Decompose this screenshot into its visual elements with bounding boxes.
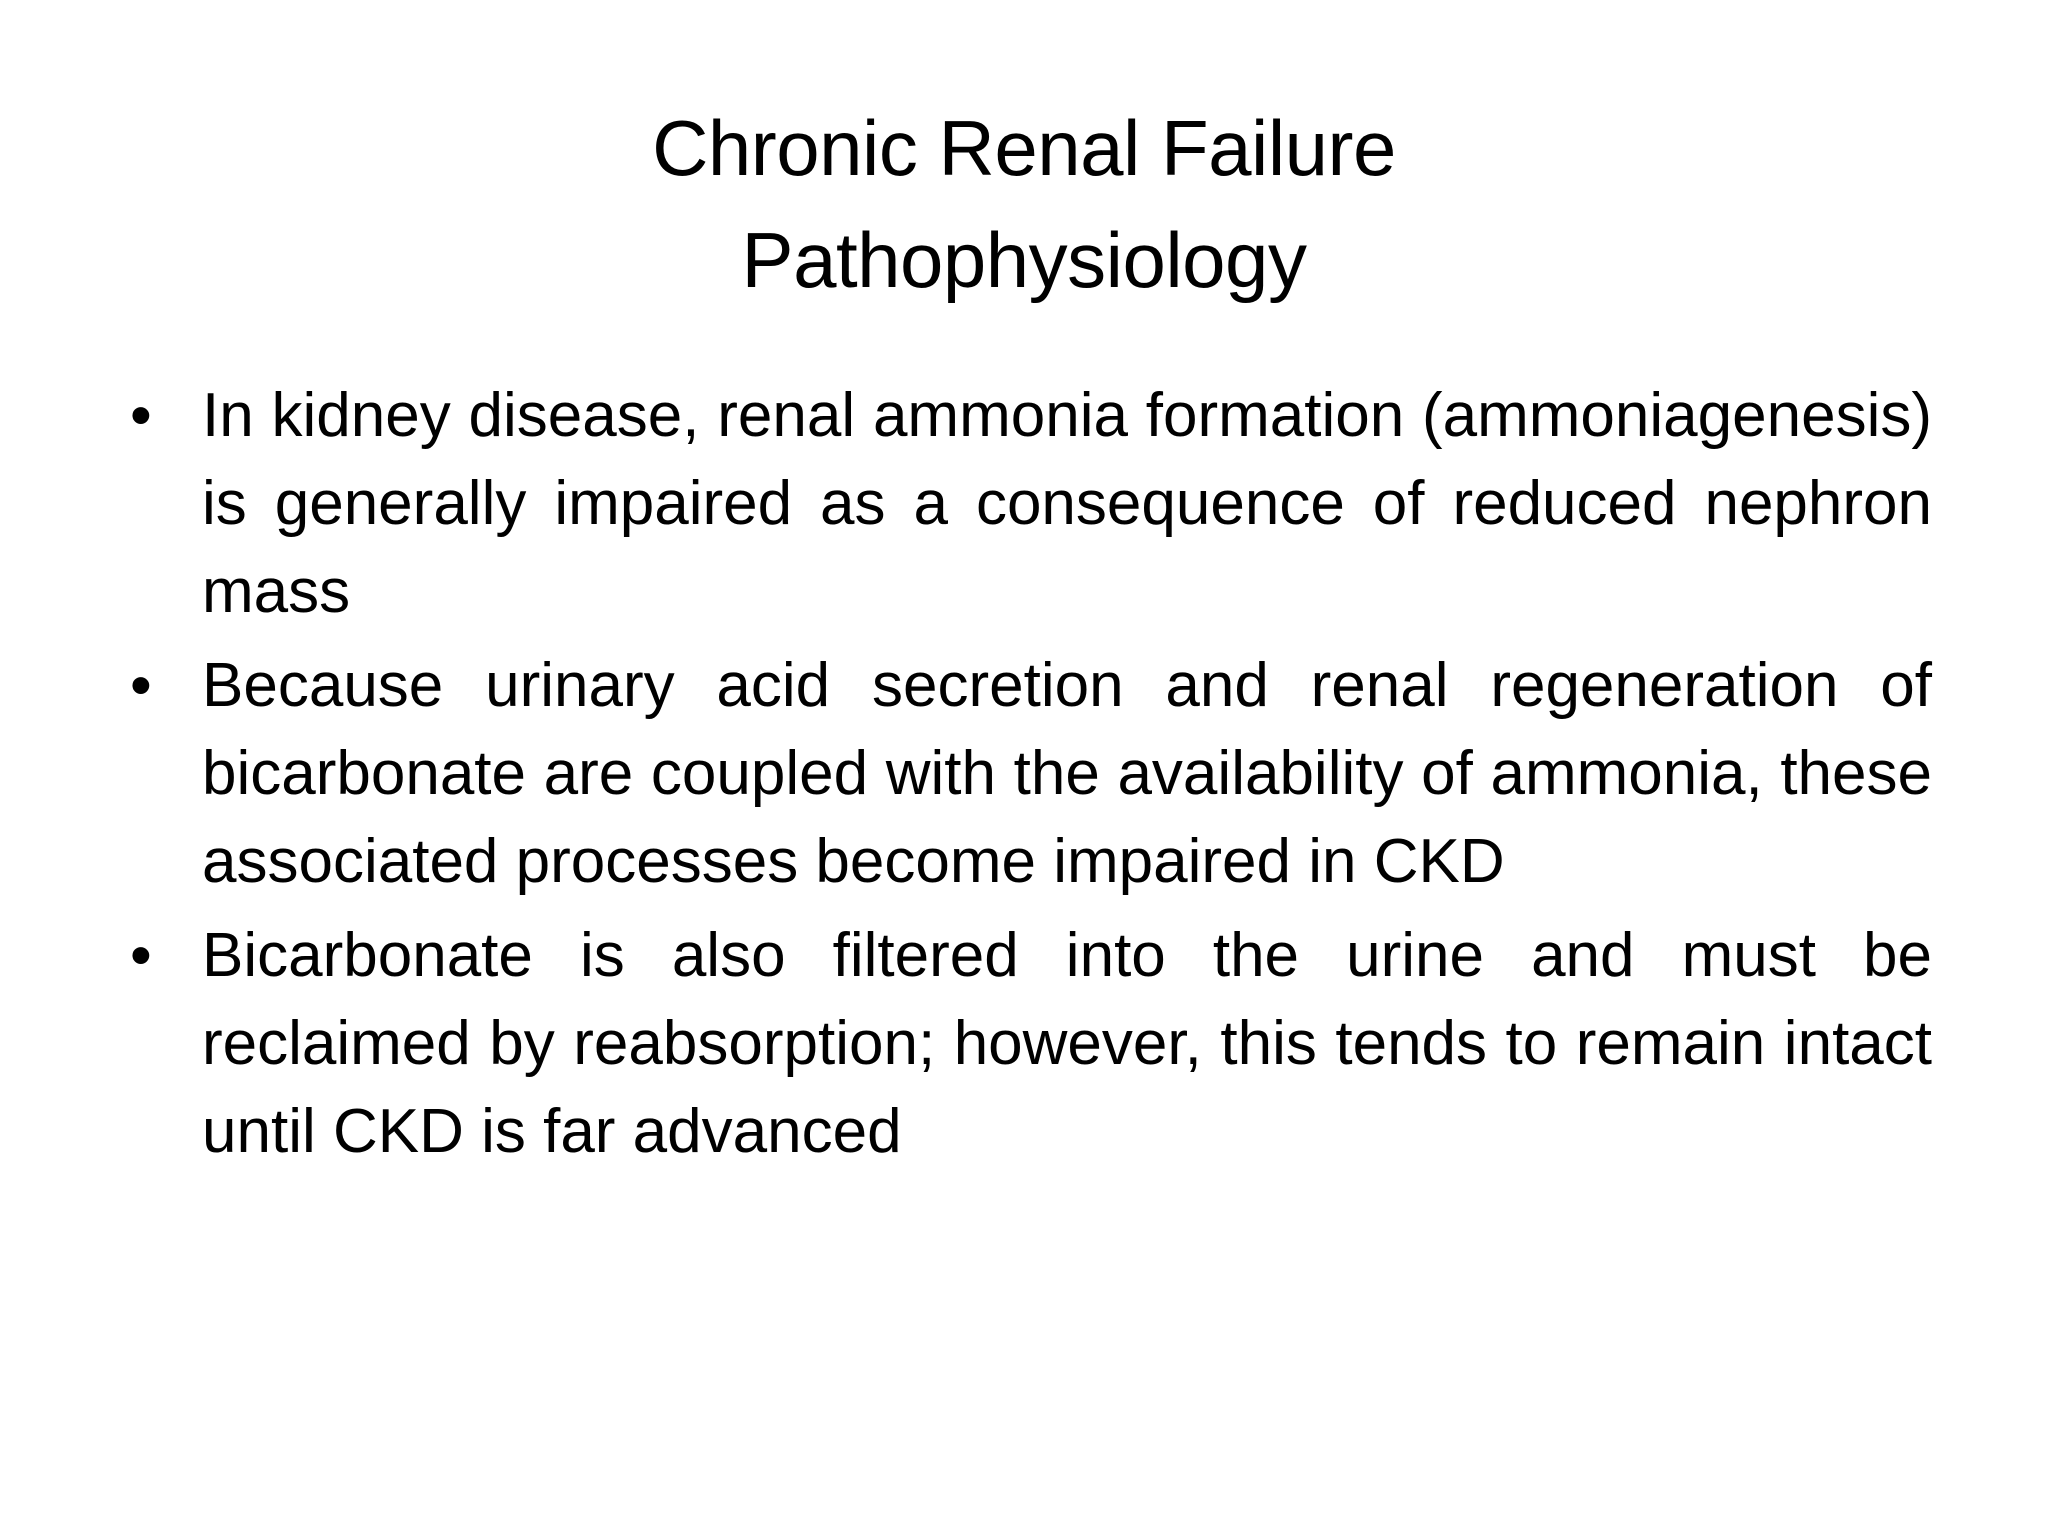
- bullet-list: [120, 372, 1932, 1182]
- bullet-item: [120, 372, 1932, 636]
- bullet-marker: •: [130, 651, 152, 720]
- bullet-text: Because urinary acid secretion and renal regeneration of bicarbonate are coupled with the availability of ammonia, these associated processes become impaired in CKD: [202, 651, 1932, 896]
- bullet-marker: •: [130, 921, 152, 990]
- bullet-text: In kidney disease, renal ammonia formation (ammoniagenesis) is generally impaired as a consequence of reduced nephron mass: [202, 381, 1932, 626]
- bullet-item: [120, 912, 1932, 1176]
- title-line-1: Chronic Renal Failure: [652, 104, 1396, 192]
- slide-title: [0, 92, 2048, 316]
- title-line-2: Pathophysiology: [741, 216, 1307, 304]
- bullet-text: Bicarbonate is also filtered into the urine and must be reclaimed by reabsorption; however, this tends to remain intact until CKD is far advanced: [202, 921, 1932, 1166]
- bullet-item: [120, 642, 1932, 906]
- bullet-marker: •: [130, 381, 152, 450]
